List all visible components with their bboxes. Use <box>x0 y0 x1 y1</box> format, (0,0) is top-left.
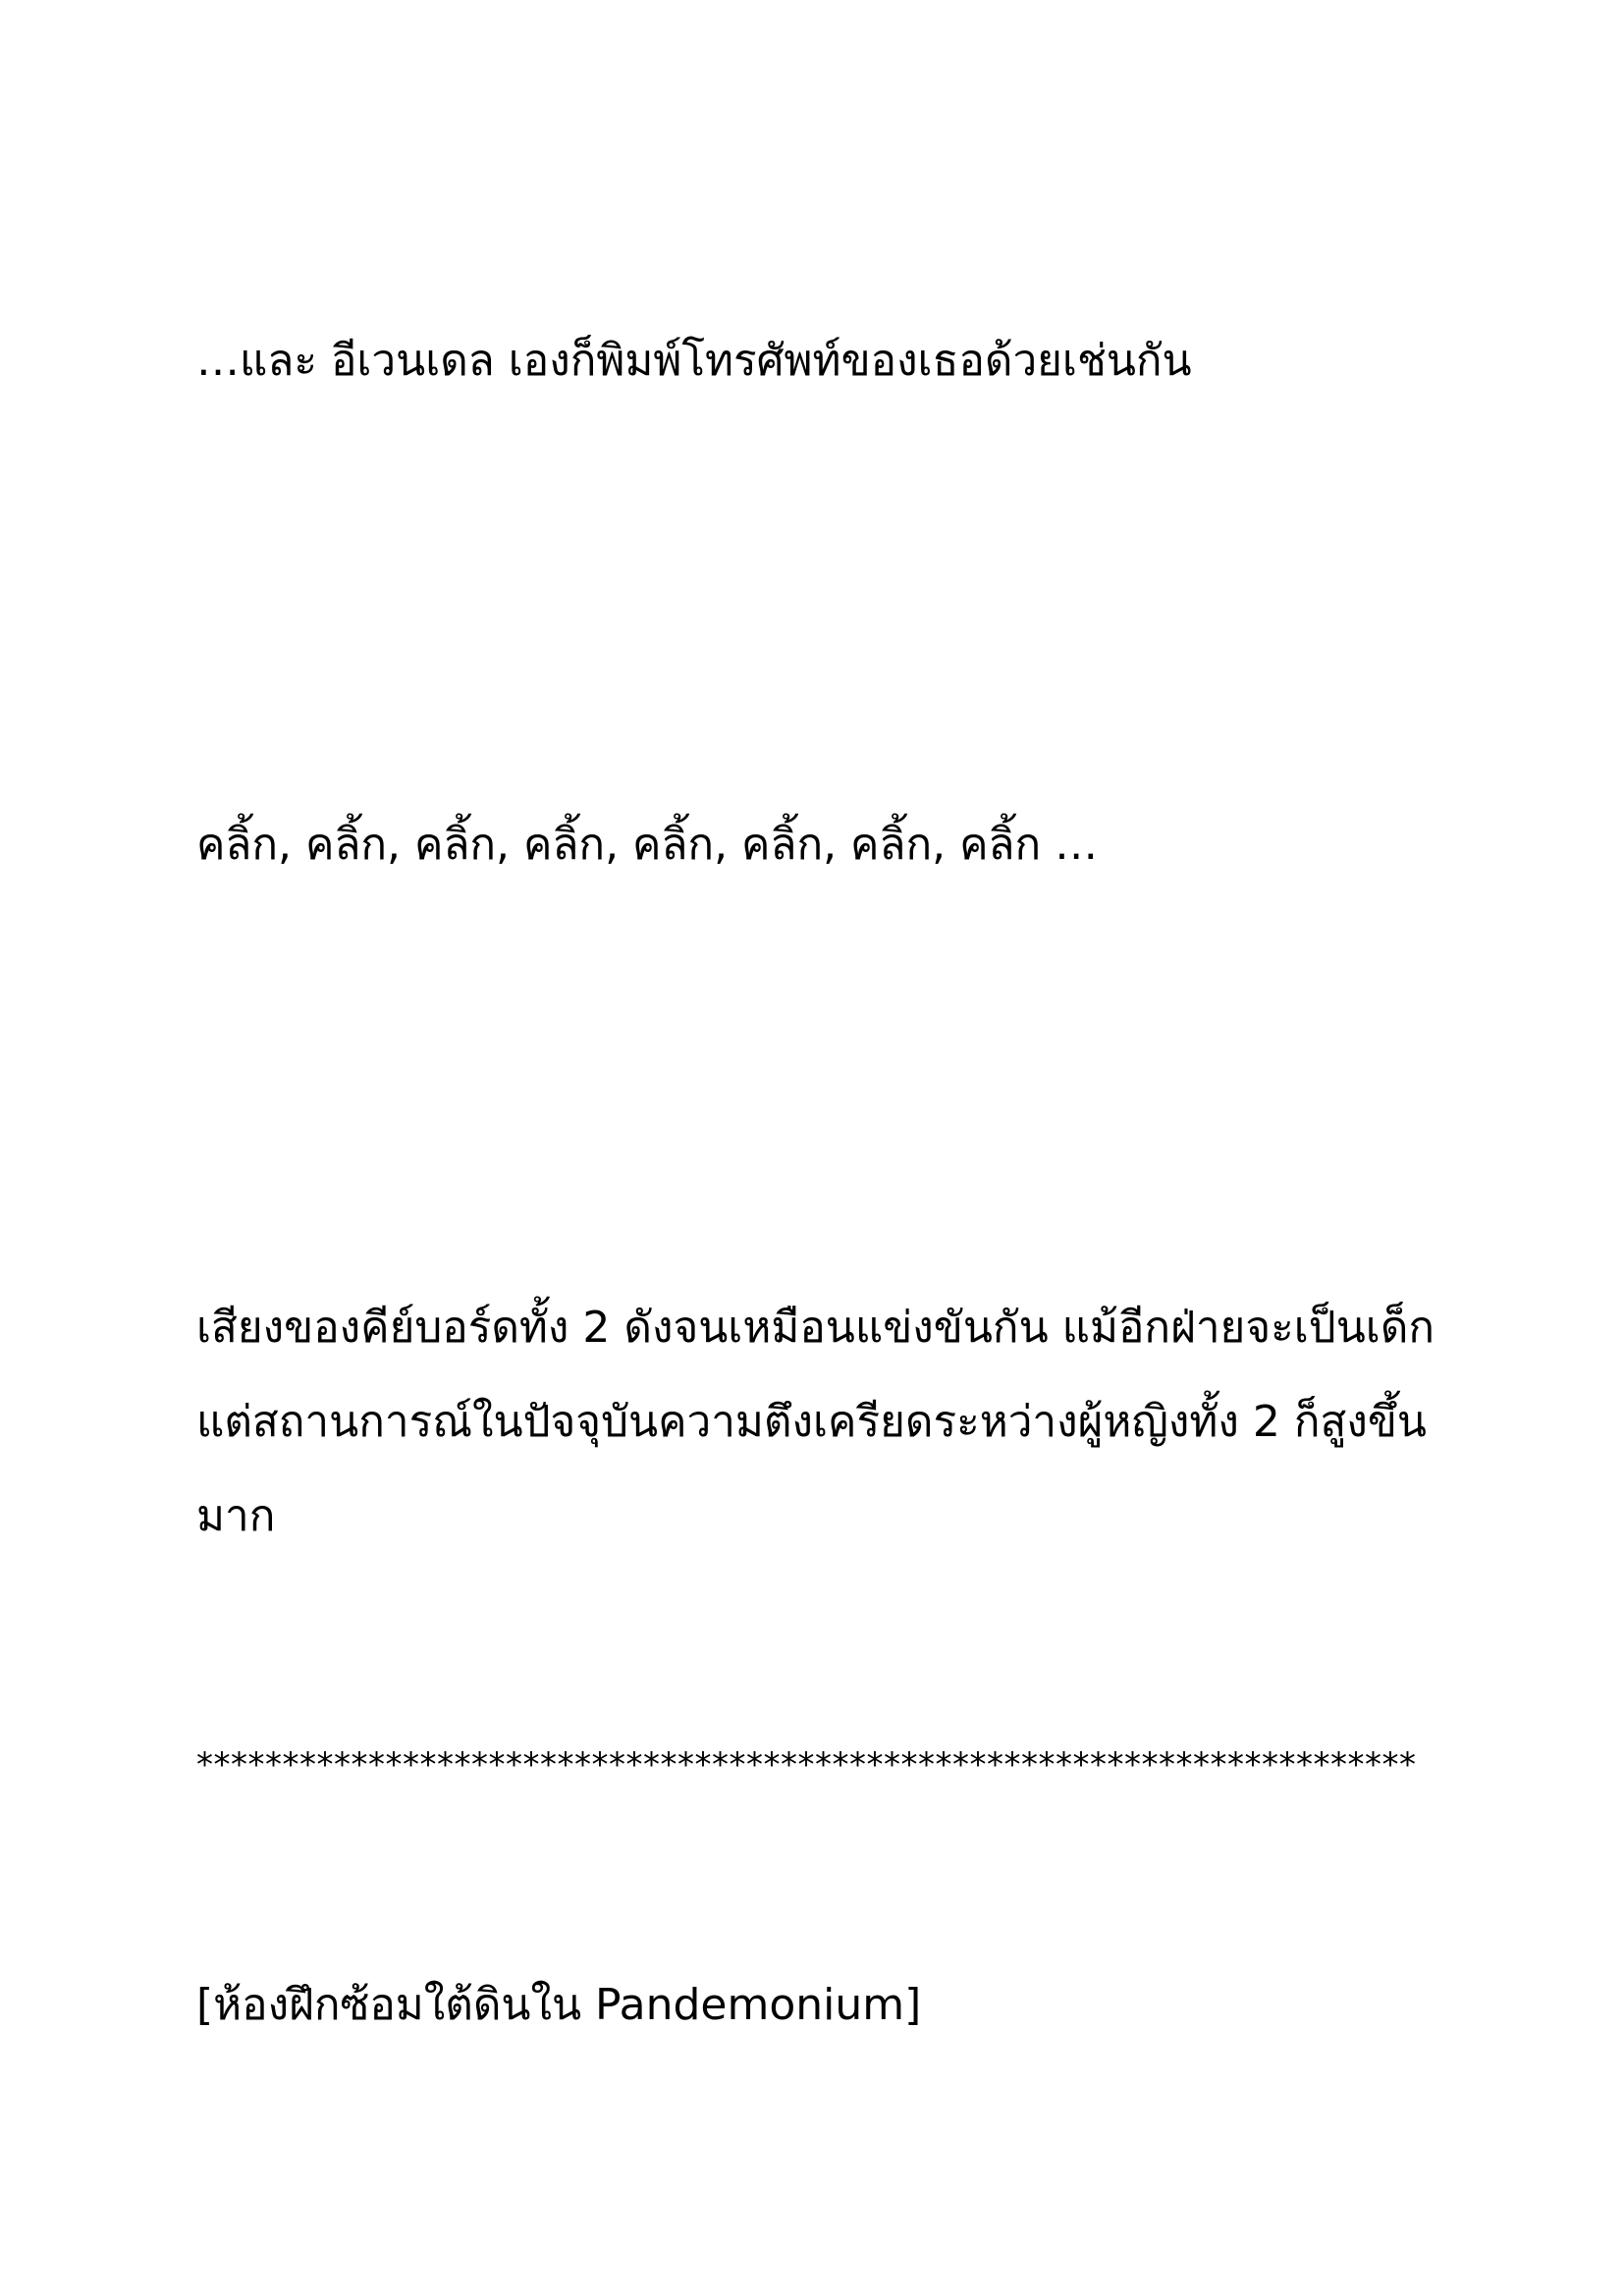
paragraph-line: มาก <box>196 1491 276 1541</box>
paragraph-1 <box>196 314 1473 408</box>
scene-heading: [ห้องฝึกซ้อมใต้ดินใน Pandemonium] <box>196 1980 922 2030</box>
paragraph-line: แต่สถานการณ์ในปัจจุบันความตึงเครียดระหว่างผู้หญิงทั้ง 2 ก็สูงขึ้น <box>196 1397 1427 1447</box>
paragraph-line: คลิ้ก, คลิ้ก, คลิ้ก, คลิ้ก, คลิ้ก, คลิ้ก, คลิ้ก, คลิ้ก … <box>196 820 1099 870</box>
paragraph-3 <box>196 1281 1473 1564</box>
paragraph-line: เสียงของคีย์บอร์ดทั้ง 2 ดังจนเหมือนแข่งขันกัน แม้อีกฝ่ายจะเป็นเด็ก <box>196 1303 1435 1353</box>
paragraph-line: …และ อีเวนเดล เองก็พิมพ์โทรศัพท์ของเธอด้วยเช่นกัน <box>196 336 1192 386</box>
scene-separator: *********************************************************************** <box>196 1745 1417 1785</box>
paragraph-2 <box>196 798 1473 892</box>
